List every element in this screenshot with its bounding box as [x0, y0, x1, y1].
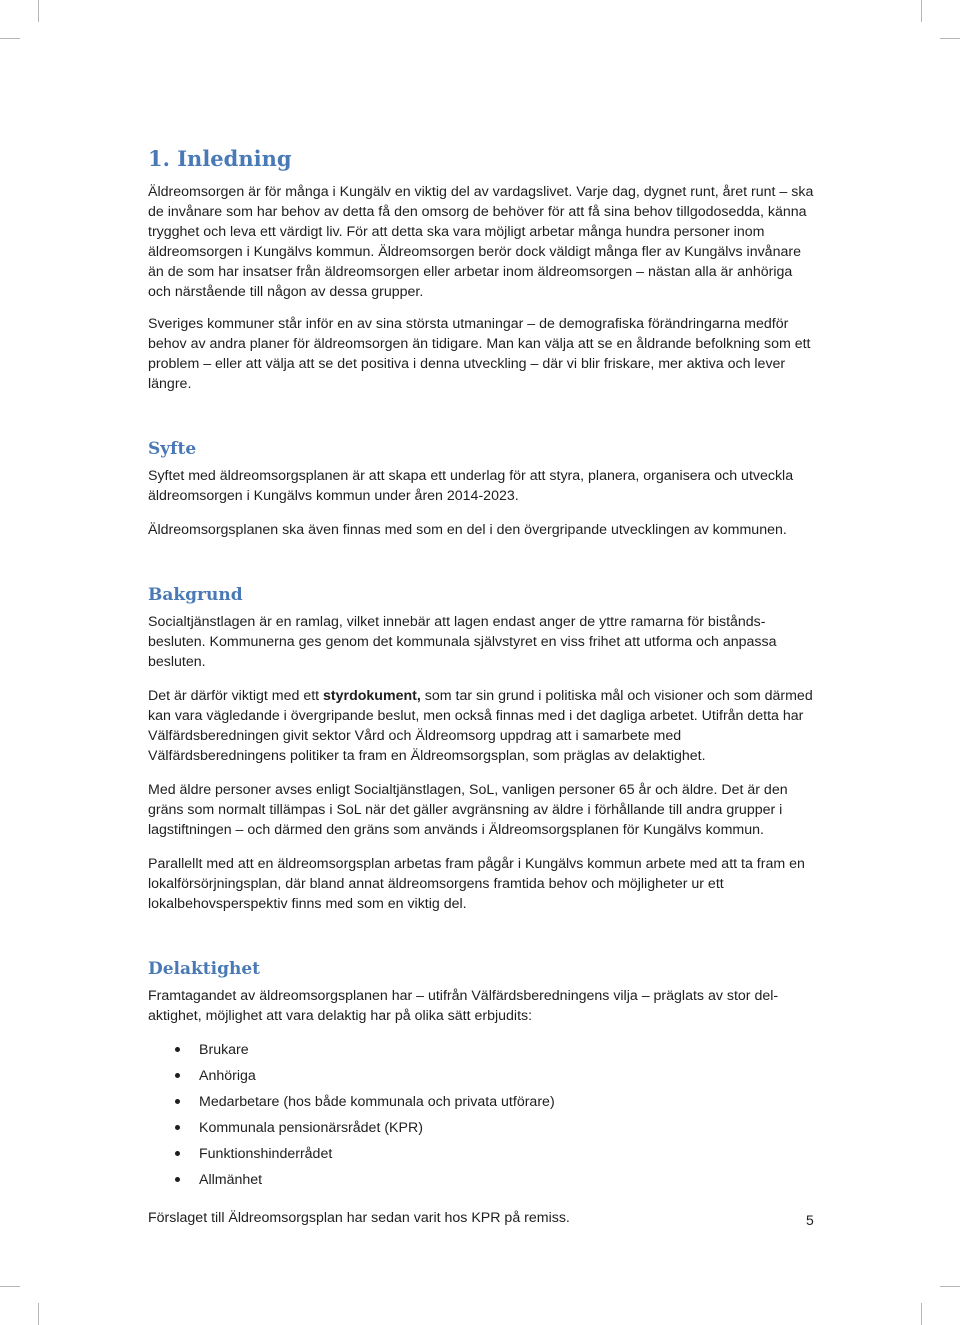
crop-mark	[940, 1286, 960, 1287]
intro-paragraph-1: Äldreomsorgen är för många i Kungälv en viktig del av vardagslivet. Varje dag, dygnet runt, året runt – ska de invånare som har behov av detta få den omsorg de behöver för att få sina behov tillgodosedda, känna trygghet och leva ett värdigt liv. För att detta ska vara möjligt arbetar många hundra personer inom äldreomsorgen i Kungälvs kommun. Äldreomsorgen berör dock väldigt många fler av Kungälvs invånare än de som har insatser från äldreomsorgen eller arbetar inom äldreomsorgen – nästan alla är anhöriga och närstående till någon av dessa grupper.	[148, 184, 814, 300]
list-item: Kommunala pensionärsrådet (KPR)	[148, 1118, 816, 1144]
bakgrund-paragraph-3: Med äldre personer avses enligt Socialtjänstlagen, SoL, vanligen personer 65 år och äldre. Det är den gräns som normalt tillämpas i SoL när det gäller avgränsning av äldre i förhållande till andra grupper i lagstiftningen – och därmed den gräns som används i Äldreomsorgsplanen för Kungälvs kommun.	[148, 782, 788, 838]
page-content	[148, 140, 816, 1228]
list-item: Funktionshinderrådet	[148, 1144, 816, 1170]
crop-mark	[921, 1303, 922, 1325]
text-span: som tar sin grund i politiska mål och visioner och som därmed kan vara vägledande i övergripande beslut, men också finnas med i det dagliga arbetet. Utifrån detta har Välfärdsberedningen givit sektor Vård och Äldreomsorg uppdrag att i samarbete med Välfärdsberedningens politiker ta fram en Äldreomsorgsplan, som präglas av delaktighet.	[148, 688, 813, 764]
bold-text: styrdokument,	[323, 688, 421, 704]
section-title-bakgrund: Bakgrund	[148, 585, 243, 605]
page-number: 5	[806, 1212, 814, 1228]
bakgrund-paragraph-1: Socialtjänstlagen är en ramlag, vilket innebär att lagen endast anger de yttre ramarna för biståndsbesluten. Kommunerna ges genom det kommunala självstyret en viss frihet att utforma och anpassa besluten.	[148, 614, 777, 670]
participant-list	[148, 1040, 816, 1196]
bakgrund-paragraph-2	[148, 686, 816, 766]
section-title-delaktighet: Delaktighet	[148, 959, 261, 979]
bakgrund-paragraph-4: Parallellt med att en äldreomsorgsplan arbetas fram pågår i Kungälvs kommun arbete med att ta fram en lokalförsörjningsplan, där bland annat äldreomsorgens framtida behov och möjligheter ur ett lokalbehovsperspektiv finns med som en viktig del.	[148, 856, 805, 912]
intro-paragraph-2: Sveriges kommuner står inför en av sina största utmaningar – de demografiska förändringarna medför behov av andra planer för äldreomsorgen än tidigare. Man kan välja att se en åldrande befolkning som ett problem – eller att välja att se det positiva i denna utveckling – där vi blir friskare, mer aktiva och lever längre.	[148, 316, 811, 392]
list-item: Brukare	[148, 1040, 816, 1066]
crop-mark	[921, 0, 922, 22]
crop-mark	[0, 1286, 20, 1287]
crop-mark	[38, 0, 39, 22]
text-span: Det är därför viktigt med ett	[148, 688, 324, 704]
section-title-syfte: Syfte	[148, 439, 197, 459]
delaktighet-paragraph-2: Förslaget till Äldreomsorgsplan har sedan varit hos KPR på remiss.	[148, 1210, 570, 1226]
page-title: 1. Inledning	[148, 146, 292, 171]
list-item: Medarbetare (hos både kommunala och privata utförare)	[148, 1092, 816, 1118]
list-item: Anhöriga	[148, 1066, 816, 1092]
syfte-paragraph-1: Syftet med äldreomsorgsplanen är att skapa ett underlag för att styra, planera, organisera och utveckla äldreomsorgen i Kungälvs kommun under åren 2014-2023.	[148, 468, 794, 504]
syfte-paragraph-2: Äldreomsorgsplanen ska även finnas med som en del i den övergripande utvecklingen av kommunen.	[148, 522, 787, 538]
crop-mark	[38, 1303, 39, 1325]
crop-mark	[0, 38, 20, 39]
list-item: Allmänhet	[148, 1170, 816, 1196]
crop-mark	[940, 38, 960, 39]
delaktighet-paragraph-1: Framtagandet av äldreomsorgsplanen har – utifrån Välfärdsberedningens vilja – präglats av stor delaktighet, möjlighet att vara delaktig har på olika sätt erbjudits:	[148, 988, 779, 1024]
